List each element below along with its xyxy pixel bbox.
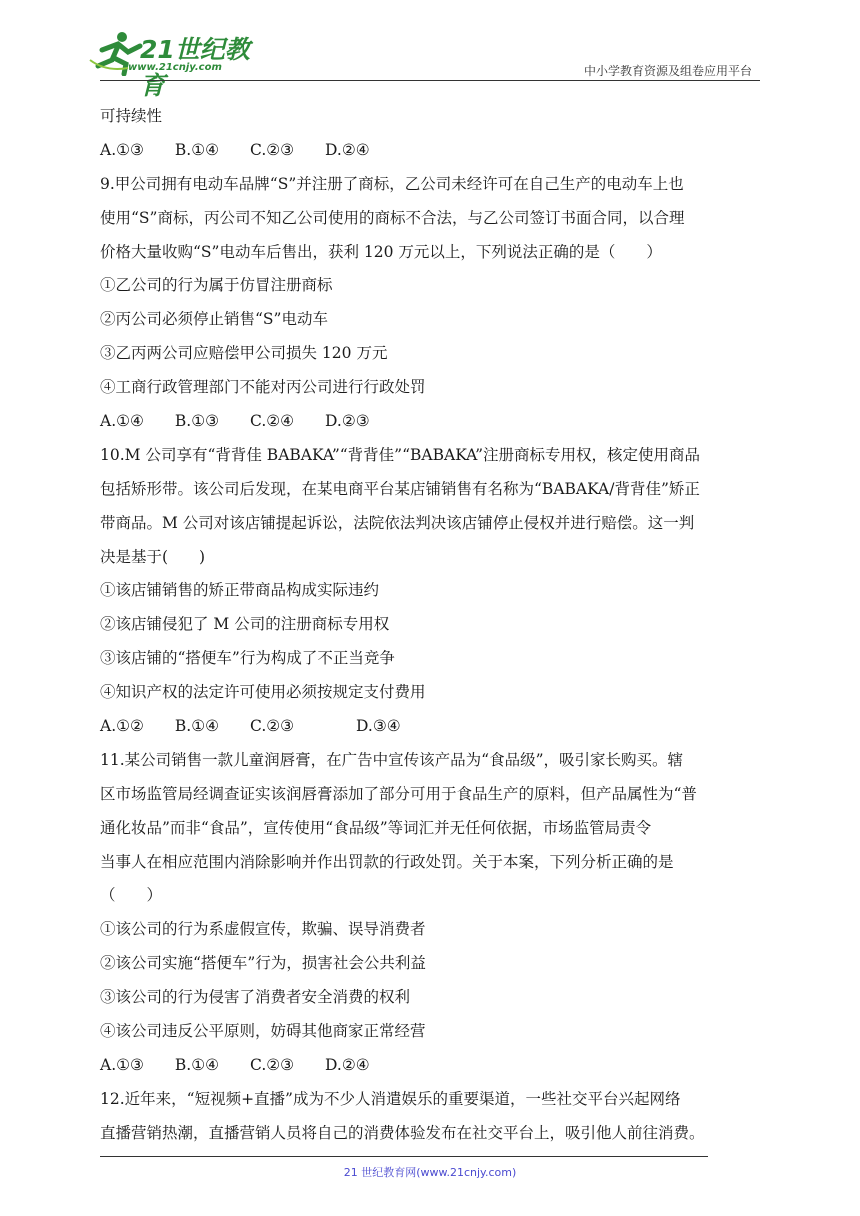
answer-options: A.①④ B.①③ C.②④ D.②③ xyxy=(100,412,370,431)
question-stem: 通化妆品”而非“食品”，宣传使用“食品级”等词汇并无任何依据，市场监管局责令 xyxy=(100,818,652,837)
question-stem: 价格大量收购“S”电动车后售出，获利 120 万元以上，下列说法正确的是（ ） xyxy=(100,242,662,261)
question-stem: 包括矫形带。该公司后发现，在某电商平台某店铺销售有名称为“BABAKA/背背佳”矫正 xyxy=(100,479,700,498)
question-stem: 12.近年来，“短视频+直播”成为不少人消遣娱乐的重要渠道，一些社交平台兴起网络 xyxy=(100,1089,681,1108)
question-stem: 决是基于( ) xyxy=(100,547,206,566)
answer-options: A.①③ B.①④ C.②③ D.②④ xyxy=(100,140,370,159)
statement-item: ④该公司违反公平原则，妨碍其他商家正常经营 xyxy=(100,1022,426,1041)
question-stem: 直播营销热潮，直播营销人员将自己的消费体验发布在社交平台上，吸引他人前往消费。 xyxy=(100,1123,705,1142)
statement-item: ②该店铺侵犯了 M 公司的注册商标专用权 xyxy=(100,615,390,634)
question-stem: （ ） xyxy=(100,886,163,905)
question-stem: 当事人在相应范围内消除影响并作出罚款的行政处罚。关于本案，下列分析正确的是 xyxy=(100,852,674,871)
logo-text: 21世纪教育 xyxy=(140,35,250,100)
statement-item: ④知识产权的法定许可使用必须按规定支付费用 xyxy=(100,683,426,702)
page-header xyxy=(0,0,860,100)
header-divider xyxy=(100,80,760,81)
question-body xyxy=(100,100,770,1151)
platform-title: 中小学教育资源及组卷应用平台 xyxy=(583,64,752,78)
footer-divider xyxy=(100,1156,708,1157)
statement-item: ①乙公司的行为属于仿冒注册商标 xyxy=(100,276,333,295)
statement-item: ④工商行政管理部门不能对丙公司进行行政处罚 xyxy=(100,378,426,397)
statement-item: ①该店铺销售的矫正带商品构成实际违约 xyxy=(100,581,380,600)
question-stem: 10.M 公司享有“背背佳 BABAKA”“背背佳”“BABAKA”注册商标专用权，核定使用商品 xyxy=(100,445,700,464)
question-stem: 使用“S”商标，丙公司不知乙公司使用的商标不合法，与乙公司签订书面合同，以合理 xyxy=(100,208,685,227)
statement-item: ③乙丙两公司应赔偿甲公司损失 120 万元 xyxy=(100,344,388,363)
question-stem: 区市场监管局经调查证实该润唇膏添加了部分可用于食品生产的原料，但产品属性为“普 xyxy=(100,784,697,803)
statement-item: ②丙公司必须停止销售“S”电动车 xyxy=(100,310,328,329)
answer-options: A.①② B.①④ C.②③ D.③④ xyxy=(100,717,401,736)
statement-item: ③该店铺的“搭便车”行为构成了不正当竞争 xyxy=(100,649,395,668)
site-logo[interactable] xyxy=(88,30,258,100)
footer-link[interactable]: 21 世纪教育网(www.21cnjy.com) xyxy=(343,1166,517,1179)
question-stem: 11.某公司销售一款儿童润唇膏，在广告中宣传该产品为“食品级”，吸引家长购买。辖 xyxy=(100,750,684,769)
question-stem: 9.甲公司拥有电动车品牌“S”并注册了商标，乙公司未经许可在自己生产的电动车上也 xyxy=(100,174,684,193)
statement-item: ②该公司实施“搭便车”行为，损害社会公共利益 xyxy=(100,954,426,973)
statement-item: ①该公司的行为系虚假宣传，欺骗、误导消费者 xyxy=(100,920,426,939)
question-stem: 带商品。M 公司对该店铺提起诉讼，法院依法判决该店铺停止侵权并进行赔偿。这一判 xyxy=(100,513,695,532)
answer-options: A.①③ B.①④ C.②③ D.②④ xyxy=(100,1055,370,1074)
text-line: 可持续性 xyxy=(100,107,163,125)
logo-url: www.21cnjy.com xyxy=(128,62,222,73)
statement-item: ③该公司的行为侵害了消费者安全消费的权利 xyxy=(100,988,411,1007)
